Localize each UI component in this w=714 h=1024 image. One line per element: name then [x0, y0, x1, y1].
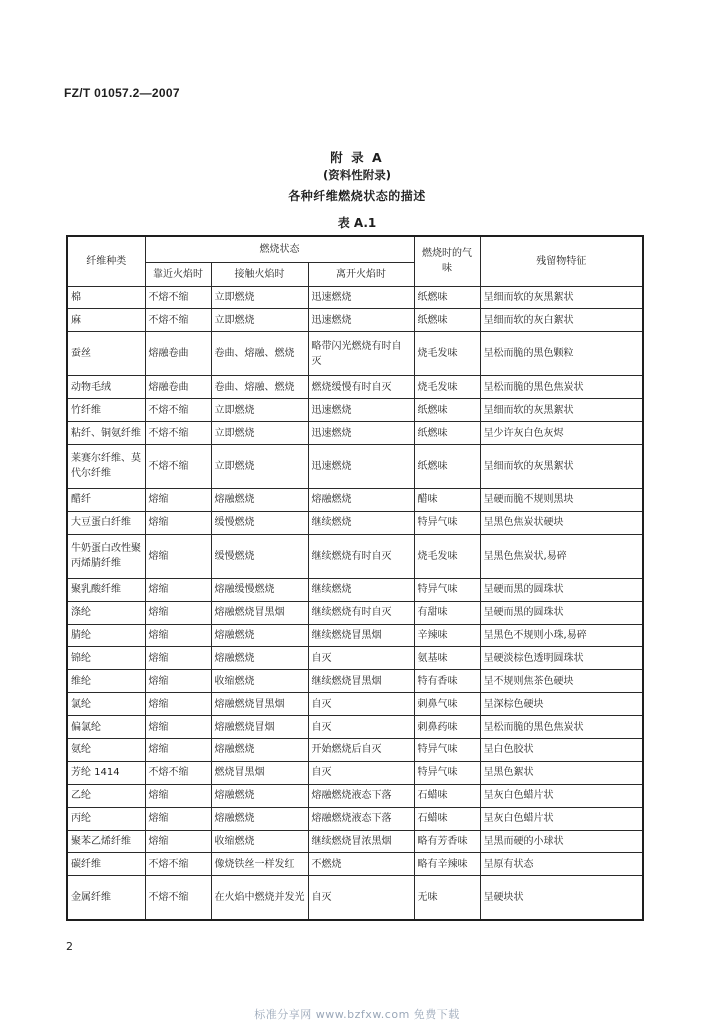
table-label: 表 A.1: [337, 216, 377, 230]
cell-residue: 呈硬块状: [480, 876, 643, 920]
cell-fiber: 维纶: [67, 670, 145, 693]
cell-odor: 特异气味: [414, 511, 480, 534]
cell-near-flame: 熔缩: [145, 830, 211, 853]
cell-odor: 纸燃味: [414, 286, 480, 309]
cell-near-flame: 不熔不缩: [145, 286, 211, 309]
table-row: [67, 830, 643, 853]
cell-fiber: 聚乳酸纤维: [67, 578, 145, 601]
cell-near-flame: 熔缩: [145, 807, 211, 830]
cell-fiber: 牛奶蛋白改性聚丙烯腈纤维: [67, 534, 145, 578]
cell-near-flame: 不熔不缩: [145, 761, 211, 784]
cell-fiber: 动物毛绒: [67, 376, 145, 399]
header-in-flame: 接触火焰时: [211, 262, 308, 286]
cell-in-flame: 立即燃烧: [211, 399, 308, 422]
cell-leaving-flame: 不燃烧: [308, 853, 414, 876]
cell-residue: 呈黑色絮状: [480, 761, 643, 784]
cell-in-flame: 熔融缓慢燃烧: [211, 578, 308, 601]
cell-odor: 醋味: [414, 488, 480, 511]
cell-near-flame: 不熔不缩: [145, 876, 211, 920]
table-row: [67, 601, 643, 624]
cell-leaving-flame: 迅速燃烧: [308, 399, 414, 422]
cell-residue: 呈不规则焦茶色硬块: [480, 670, 643, 693]
cell-fiber: 丙纶: [67, 807, 145, 830]
table-row: [67, 422, 643, 445]
page-number: 2: [66, 940, 73, 953]
table-row: [67, 376, 643, 399]
table-row: [67, 444, 643, 488]
header-near-flame: 靠近火焰时: [145, 262, 211, 286]
cell-leaving-flame: 继续燃烧有时自灭: [308, 601, 414, 624]
table-row: [67, 807, 643, 830]
table-row: [67, 738, 643, 761]
cell-odor: 辛辣味: [414, 624, 480, 647]
cell-odor: 略有辛辣味: [414, 853, 480, 876]
cell-in-flame: 收缩燃烧: [211, 830, 308, 853]
cell-in-flame: 熔融燃烧: [211, 784, 308, 807]
cell-odor: 纸燃味: [414, 422, 480, 445]
cell-in-flame: 熔融燃烧: [211, 488, 308, 511]
header-odor: 燃烧时的气味: [414, 236, 480, 286]
cell-fiber: 聚苯乙烯纤维: [67, 830, 145, 853]
cell-near-flame: 熔缩: [145, 578, 211, 601]
cell-fiber: 腈纶: [67, 624, 145, 647]
cell-leaving-flame: 开始燃烧后自灭: [308, 738, 414, 761]
cell-leaving-flame: 继续燃烧有时自灭: [308, 534, 414, 578]
table-row: [67, 853, 643, 876]
cell-odor: 刺鼻气味: [414, 693, 480, 716]
cell-in-flame: 熔融燃烧: [211, 738, 308, 761]
cell-fiber: 麻: [67, 309, 145, 332]
cell-leaving-flame: 燃烧缓慢有时自灭: [308, 376, 414, 399]
cell-leaving-flame: 继续燃烧冒浓黑烟: [308, 830, 414, 853]
cell-residue: 呈深棕色硬块: [480, 693, 643, 716]
header-fiber-type: 纤维种类: [67, 236, 145, 286]
cell-in-flame: 在火焰中燃烧并发光: [211, 876, 308, 920]
cell-fiber: 锦纶: [67, 647, 145, 670]
cell-in-flame: 立即燃烧: [211, 444, 308, 488]
cell-residue: 呈松而脆的黑色焦炭状: [480, 716, 643, 739]
table-row: [67, 309, 643, 332]
cell-fiber: 氨纶: [67, 738, 145, 761]
cell-fiber: 大豆蛋白纤维: [67, 511, 145, 534]
cell-leaving-flame: 自灭: [308, 647, 414, 670]
cell-residue: 呈细而软的灰黑絮状: [480, 286, 643, 309]
cell-residue: 呈黑色焦炭状硬块: [480, 511, 643, 534]
cell-in-flame: 卷曲、熔融、燃烧: [211, 376, 308, 399]
cell-fiber: 蚕丝: [67, 332, 145, 376]
cell-in-flame: 熔融燃烧冒黑烟: [211, 601, 308, 624]
cell-leaving-flame: 继续燃烧: [308, 578, 414, 601]
cell-near-flame: 熔缩: [145, 738, 211, 761]
appendix-heading: 附 录 A: [330, 150, 384, 165]
table-row: [67, 578, 643, 601]
cell-odor: 略有芳香味: [414, 830, 480, 853]
cell-leaving-flame: 自灭: [308, 693, 414, 716]
cell-residue: 呈黑色不规则小珠,易碎: [480, 624, 643, 647]
cell-fiber: 芳纶 1414: [67, 761, 145, 784]
table-row: [67, 693, 643, 716]
cell-leaving-flame: 迅速燃烧: [308, 444, 414, 488]
cell-leaving-flame: 迅速燃烧: [308, 422, 414, 445]
table-row: [67, 332, 643, 376]
cell-in-flame: 卷曲、熔融、燃烧: [211, 332, 308, 376]
cell-leaving-flame: 熔融燃烧液态下落: [308, 784, 414, 807]
cell-odor: 氨基味: [414, 647, 480, 670]
cell-in-flame: 收缩燃烧: [211, 670, 308, 693]
cell-near-flame: 熔融卷曲: [145, 332, 211, 376]
cell-near-flame: 熔缩: [145, 601, 211, 624]
table-row: [67, 488, 643, 511]
cell-leaving-flame: 自灭: [308, 876, 414, 920]
cell-leaving-flame: 迅速燃烧: [308, 286, 414, 309]
cell-odor: 无味: [414, 876, 480, 920]
table-row: [67, 876, 643, 920]
cell-fiber: 涤纶: [67, 601, 145, 624]
cell-residue: 呈硬而黑的圆珠状: [480, 601, 643, 624]
cell-residue: 呈少许灰白色灰烬: [480, 422, 643, 445]
cell-odor: 特有香味: [414, 670, 480, 693]
cell-near-flame: 熔缩: [145, 624, 211, 647]
table-row: [67, 399, 643, 422]
cell-near-flame: 熔缩: [145, 693, 211, 716]
cell-near-flame: 熔缩: [145, 488, 211, 511]
cell-in-flame: 缓慢燃烧: [211, 534, 308, 578]
cell-odor: 刺鼻药味: [414, 716, 480, 739]
table-row: [67, 624, 643, 647]
cell-in-flame: 像烧铁丝一样发红: [211, 853, 308, 876]
cell-odor: 烧毛发味: [414, 534, 480, 578]
cell-residue: 呈细而软的灰白絮状: [480, 309, 643, 332]
cell-residue: 呈灰白色蜡片状: [480, 784, 643, 807]
cell-near-flame: 熔缩: [145, 784, 211, 807]
cell-fiber: 醋纤: [67, 488, 145, 511]
cell-leaving-flame: 熔融燃烧液态下落: [308, 807, 414, 830]
cell-in-flame: 熔融燃烧: [211, 807, 308, 830]
cell-residue: 呈灰白色蜡片状: [480, 807, 643, 830]
cell-near-flame: 熔缩: [145, 511, 211, 534]
cell-fiber: 氯纶: [67, 693, 145, 716]
cell-leaving-flame: 继续燃烧冒黑烟: [308, 670, 414, 693]
cell-residue: 呈原有状态: [480, 853, 643, 876]
cell-near-flame: 熔缩: [145, 647, 211, 670]
header-leaving-flame: 离开火焰时: [308, 262, 414, 286]
table-row: [67, 534, 643, 578]
cell-odor: 特异气味: [414, 578, 480, 601]
cell-odor: 纸燃味: [414, 399, 480, 422]
cell-leaving-flame: 略带闪光燃烧有时自灭: [308, 332, 414, 376]
cell-in-flame: 熔融燃烧: [211, 647, 308, 670]
cell-in-flame: 立即燃烧: [211, 286, 308, 309]
cell-odor: 有甜味: [414, 601, 480, 624]
cell-near-flame: 不熔不缩: [145, 853, 211, 876]
table-row: [67, 716, 643, 739]
cell-fiber: 金属纤维: [67, 876, 145, 920]
cell-odor: 石蜡味: [414, 784, 480, 807]
cell-in-flame: 熔融燃烧: [211, 624, 308, 647]
cell-odor: 石蜡味: [414, 807, 480, 830]
table-row: [67, 670, 643, 693]
table-row: [67, 761, 643, 784]
cell-residue: 呈硬而脆不规则黑块: [480, 488, 643, 511]
appendix-type: (资料性附录): [322, 168, 391, 182]
cell-fiber: 莱赛尔纤维、莫代尔纤维: [67, 444, 145, 488]
cell-residue: 呈细而软的灰黑絮状: [480, 444, 643, 488]
cell-residue: 呈硬而黑的圆珠状: [480, 578, 643, 601]
fiber-burning-table: [66, 235, 644, 921]
header-burning-state: 燃烧状态: [145, 236, 414, 262]
cell-near-flame: 不熔不缩: [145, 444, 211, 488]
cell-leaving-flame: 继续燃烧: [308, 511, 414, 534]
table-row: [67, 286, 643, 309]
cell-fiber: 粘纤、铜氨纤维: [67, 422, 145, 445]
cell-residue: 呈黑而硬的小球状: [480, 830, 643, 853]
table-row: [67, 511, 643, 534]
cell-in-flame: 熔融燃烧冒烟: [211, 716, 308, 739]
cell-residue: 呈松而脆的黑色颗粒: [480, 332, 643, 376]
cell-fiber: 棉: [67, 286, 145, 309]
cell-leaving-flame: 自灭: [308, 716, 414, 739]
header-residue: 残留物特征: [480, 236, 643, 286]
cell-residue: 呈松而脆的黑色焦炭状: [480, 376, 643, 399]
cell-near-flame: 不熔不缩: [145, 422, 211, 445]
cell-near-flame: 熔缩: [145, 534, 211, 578]
document-code: FZ/T 01057.2—2007: [64, 86, 180, 100]
cell-near-flame: 不熔不缩: [145, 309, 211, 332]
cell-odor: 特异气味: [414, 761, 480, 784]
cell-fiber: 偏氯纶: [67, 716, 145, 739]
cell-fiber: 乙纶: [67, 784, 145, 807]
cell-in-flame: 熔融燃烧冒黑烟: [211, 693, 308, 716]
table-body: [67, 286, 643, 920]
cell-leaving-flame: 自灭: [308, 761, 414, 784]
cell-leaving-flame: 迅速燃烧: [308, 309, 414, 332]
cell-near-flame: 熔融卷曲: [145, 376, 211, 399]
cell-in-flame: 缓慢燃烧: [211, 511, 308, 534]
cell-residue: 呈白色胶状: [480, 738, 643, 761]
cell-residue: 呈细而软的灰黑絮状: [480, 399, 643, 422]
cell-near-flame: 熔缩: [145, 670, 211, 693]
cell-fiber: 竹纤维: [67, 399, 145, 422]
cell-odor: 纸燃味: [414, 309, 480, 332]
cell-in-flame: 立即燃烧: [211, 422, 308, 445]
table-row: [67, 647, 643, 670]
cell-in-flame: 燃烧冒黑烟: [211, 761, 308, 784]
cell-near-flame: 熔缩: [145, 716, 211, 739]
cell-leaving-flame: 继续燃烧冒黑烟: [308, 624, 414, 647]
cell-near-flame: 不熔不缩: [145, 399, 211, 422]
cell-in-flame: 立即燃烧: [211, 309, 308, 332]
cell-residue: 呈硬淡棕色透明圆珠状: [480, 647, 643, 670]
cell-odor: 烧毛发味: [414, 376, 480, 399]
cell-odor: 纸燃味: [414, 444, 480, 488]
cell-fiber: 碳纤维: [67, 853, 145, 876]
cell-residue: 呈黑色焦炭状,易碎: [480, 534, 643, 578]
watermark-footer: 标准分享网 www.bzfxw.com 免费下载: [254, 1008, 460, 1021]
table-row: [67, 784, 643, 807]
cell-odor: 特异气味: [414, 738, 480, 761]
appendix-title: 各种纤维燃烧状态的描述: [288, 189, 426, 203]
cell-leaving-flame: 熔融燃烧: [308, 488, 414, 511]
cell-odor: 烧毛发味: [414, 332, 480, 376]
